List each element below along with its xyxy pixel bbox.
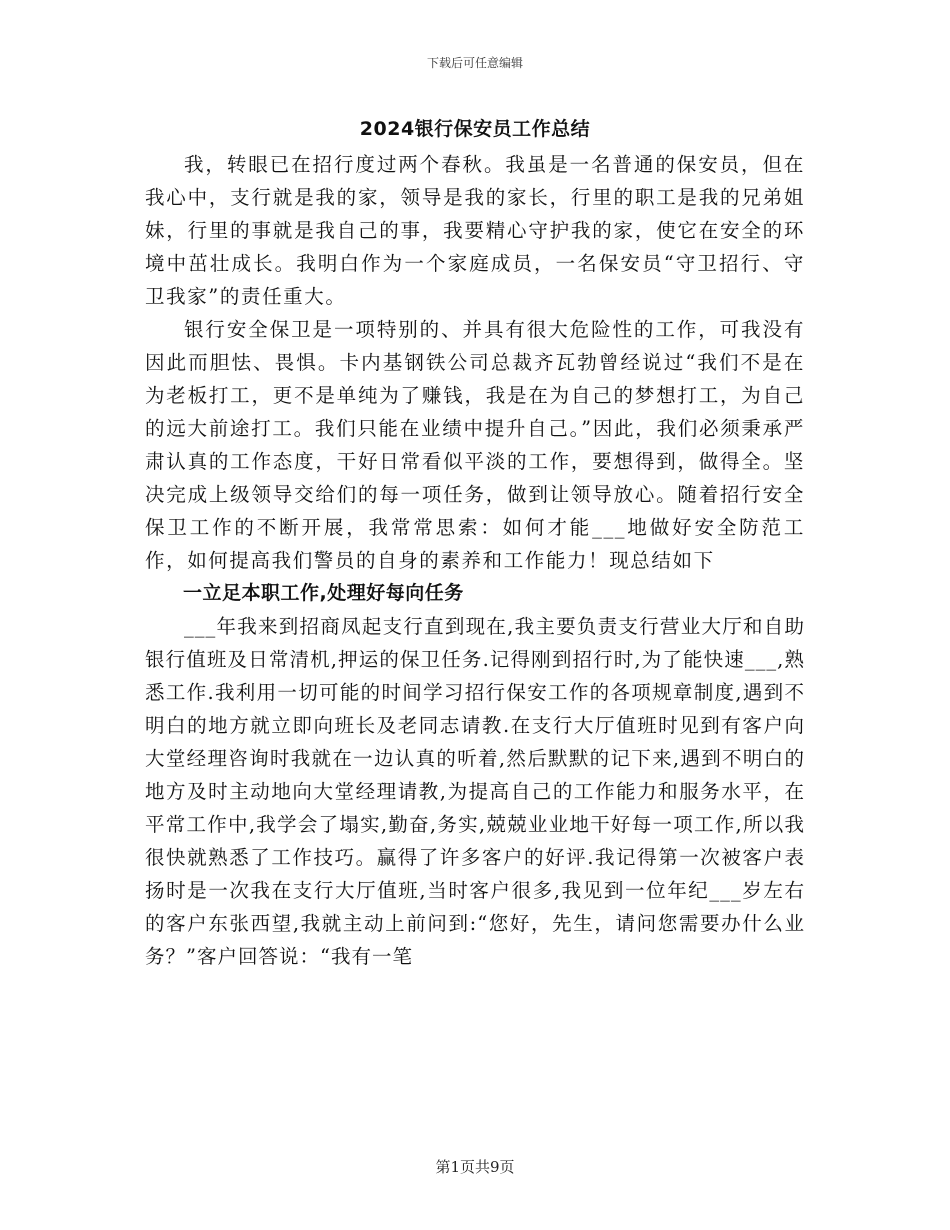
section-heading: 一立足本职工作,处理好每向任务	[183, 582, 464, 604]
page-title: 2024银行保安员工作总结	[359, 118, 591, 140]
download-note: 下载后可任意编辑	[426, 56, 523, 70]
paragraph-intro: 我，转眼已在招行度过两个春秋。我虽是一名普通的保安员，但在我心中，支行就是我的家，领导是我的家长，行里的职工是我的兄弟姐妹，行里的事就是我自己的事，我要精心守护我的家，使它在安全的环境中茁壮成长。我明白作为一个家庭成员，一名保安员“守卫招行、守卫我家”的责任重大。	[145, 153, 805, 308]
page-number: 第1页共9页	[435, 1158, 515, 1176]
paragraph-section-body: ___年我来到招商凤起支行直到现在,我主要负责支行营业大厅和自助银行值班及日常清机,押运的保卫任务.记得刚到招行时,为了能快速___,熟悉工作.我利用一切可能的时间学习招行保安工作的各项规章制度,遇到不明白的地方就立即向班长及老同志请教.在支行大厅值班时见到有客户向大堂经理咨询时我就在一边认真的听着,然后默默的记下来,遇到不明白的地方及时主动地向大堂经理请教,为提高自己的工作能力和服务水平，在平常工作中,我学会了塌实,勤奋,务实,兢兢业业地干好每一项工作,所以我很快就熟悉了工作技巧。赢得了许多客户的好评.我记得第一次被客户表扬时是一次我在支行大厅值班,当时客户很多,我见到一位年纪___岁左右的客户东张西望,我就主动上前问到:“您好，先生，请问您需要办什么业务？”客户回答说：“我有一笔	[145, 615, 805, 968]
paragraph-security-work: 银行安全保卫是一项特别的、并具有很大危险性的工作，可我没有因此而胆怯、畏惧。卡内基钢铁公司总裁齐瓦勃曾经说过“我们不是在为老板打工，更不是单纯为了赚钱，我是在为自己的梦想打工，为自己的远大前途打工。我们只能在业绩中提升自己。”因此，我们必须秉承严肃认真的工作态度，干好日常看似平淡的工作，要想得到，做得全。坚决完成上级领导交给们的每一项任务，做到让领导放心。随着招行安全保卫工作的不断开展，我常常思索：如何才能___地做好安全防范工作，如何提高我们警员的自身的素养和工作能力！现总结如下	[145, 318, 805, 572]
document-body	[145, 148, 805, 973]
